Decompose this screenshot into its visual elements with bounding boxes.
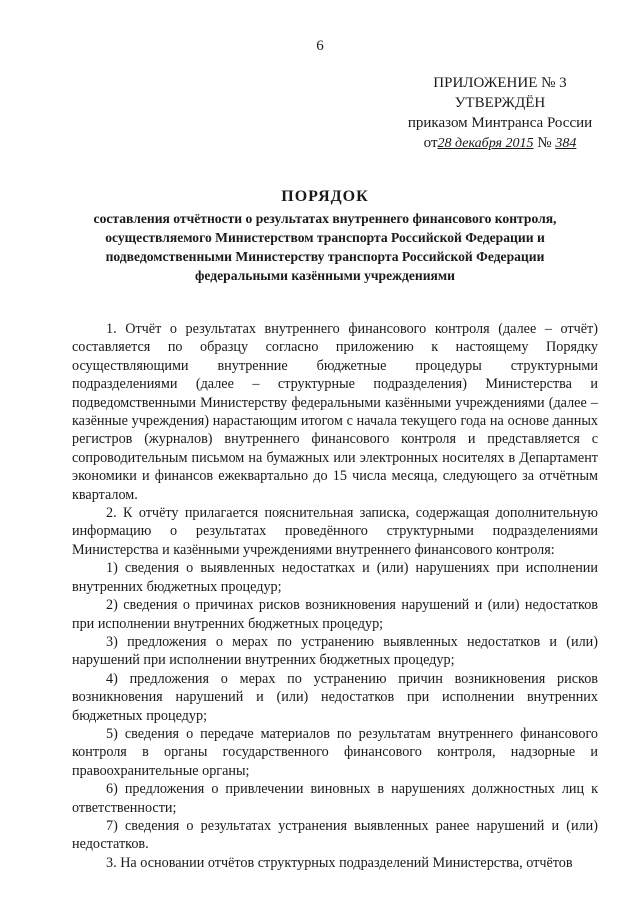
paragraph: 1. Отчёт о результатах внутреннего финансового контроля (далее – отчёт) составляется по образцу согласно приложению к настоящему Порядку осуществляющими внутренние бюджетные процедуры структурными подразделениями (далее – структурные подразделения) Министерства и подведомственными Министерству федеральными казёнными учреждениями (далее – казённые учреждения) нарастающим итогом с начала текущего года на основе данных регистров (журналов) внутреннего финансового контроля и представляется с сопроводительным письмом на бумажных или электронных носителях в Департамент экономики и финансов ежеквартально до 15 числа месяца, следующего за отчётным кварталом.	[72, 321, 598, 503]
paragraph: 2. К отчёту прилагается пояснительная записка, содержащая дополнительную информацию о результатах проведённого структурными подразделениями Министерства и казёнными учреждениями внутреннего финансового контроля:	[72, 505, 598, 558]
list-item: 2) сведения о причинах рисков возникновения нарушений и (или) недостатков при исполнении внутренних бюджетных процедур;	[72, 597, 598, 632]
title-subtitle: составления отчётности о результатах внутреннего финансового контроля, осуществляемого Министерством транспорта Российской Федерации и подведомственными Министерству транспорта Российской Федерации федеральными казёнными учреждениями	[93, 211, 557, 283]
list-item: 7) сведения о результатах устранения выявленных ранее нарушений и (или) недостатков.	[72, 817, 598, 853]
list-item: 6) предложения о привлечении виновных в нарушениях должностных лиц к ответственности;	[72, 781, 598, 816]
list-item: 4) предложения о мерах по устранению причин возникновения рисков возникновения нарушений и (или) недостатков при исполнении внутренних бюджетных процедур;	[72, 670, 598, 724]
appendix-label: ПРИЛОЖЕНИЕ № 3	[433, 75, 567, 91]
document-body	[72, 320, 598, 872]
handwritten-number: 384	[555, 136, 577, 151]
paragraph: 3. На основании отчётов структурных подразделений Министерства, отчётов	[106, 854, 573, 871]
decree-date-line	[400, 133, 600, 154]
handwritten-date: 28 декабря 2015	[437, 136, 534, 151]
page-number: 6	[316, 38, 324, 54]
title-heading: ПОРЯДОК	[281, 188, 369, 205]
approval-stamp	[400, 73, 600, 154]
document-title	[60, 188, 590, 285]
list-item: 5) сведения о передаче материалов по результатам внутреннего финансового контроля в органы государственного финансового контроля, надзорные и правоохранительные органы;	[72, 725, 598, 779]
date-prefix: от	[423, 135, 438, 151]
list-item: 1) сведения о выявленных недостатках и (или) нарушениях при исполнении внутренних бюджетных процедур;	[72, 560, 598, 595]
approved-label: УТВЕРЖДЁН	[454, 95, 546, 111]
list-item: 3) предложения о мерах по устранению выявленных недостатков и (или) нарушений при исполнении внутренних бюджетных процедур;	[72, 633, 598, 669]
number-prefix: №	[537, 135, 552, 151]
decree-label: приказом Минтранса России	[407, 115, 593, 131]
